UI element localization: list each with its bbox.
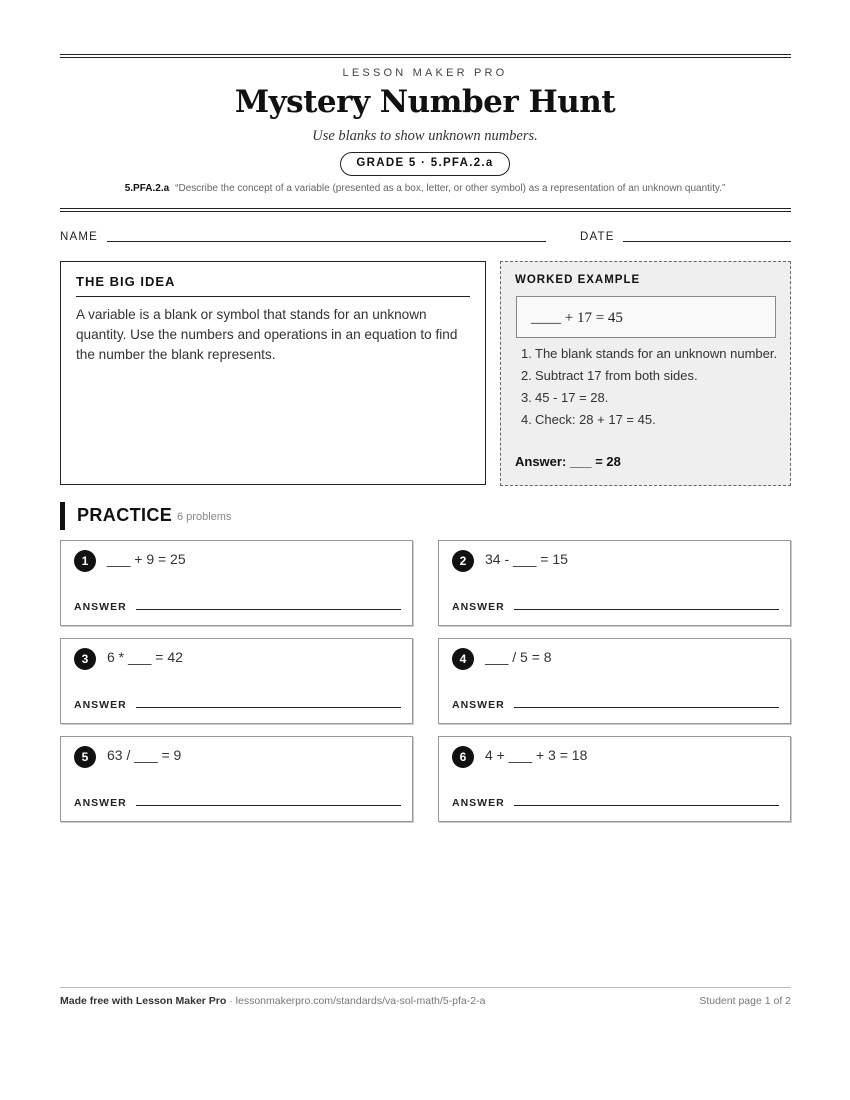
- standard-description: [0, 183, 850, 194]
- big-idea-text: A variable is a blank or symbol that stands for an unknown quantity. Use the numbers and operations in an equation to find the number the blank represents.: [76, 307, 458, 362]
- problem-expression: ___ + 9 = 25: [107, 551, 186, 567]
- problem-card-1: [60, 540, 413, 626]
- problem-number-badge: 3: [74, 648, 96, 670]
- problem-number-badge: 1: [74, 550, 96, 572]
- problem-card-4: [438, 638, 791, 724]
- problem-card-3: [60, 638, 413, 724]
- big-idea-heading: THE BIG IDEA: [76, 274, 470, 297]
- worked-example-steps: [515, 344, 780, 432]
- worked-example-answer: Answer: ___ = 28: [515, 454, 621, 469]
- page-subtitle: Use blanks to show unknown numbers.: [312, 128, 538, 144]
- worked-example-equation: ____ + 17 = 45: [516, 296, 776, 338]
- answer-field[interactable]: [136, 707, 401, 708]
- top-double-rule: [60, 54, 791, 58]
- answer-label: ANSWER: [74, 797, 127, 809]
- grade-badge: GRADE 5 · 5.PFA.2.a: [340, 152, 510, 176]
- name-label: NAME: [60, 231, 99, 243]
- problem-card-5: [60, 736, 413, 822]
- answer-field[interactable]: [136, 609, 401, 610]
- answer-field[interactable]: [514, 805, 779, 806]
- problem-card-2: [438, 540, 791, 626]
- problem-expression: ___ / 5 = 8: [485, 649, 552, 665]
- problem-number-badge: 5: [74, 746, 96, 768]
- worked-step: 4. Check: 28 + 17 = 45.: [521, 412, 656, 427]
- header-bottom-double-rule: [60, 208, 791, 212]
- date-label: DATE: [580, 231, 615, 243]
- footer-rule: [60, 987, 791, 988]
- problem-card-6: [438, 736, 791, 822]
- brand-label: LESSON MAKER PRO: [342, 67, 508, 79]
- page-title: Mystery Number Hunt: [234, 84, 616, 120]
- date-field[interactable]: [623, 241, 791, 242]
- problem-expression: 63 / ___ = 9: [107, 747, 182, 763]
- standard-text: “Describe the concept of a variable (presented as a box, letter, or other symbol) as a representation of an unknown quantity.”: [175, 183, 726, 194]
- answer-field[interactable]: [514, 707, 779, 708]
- worked-step: 1. The blank stands for an unknown number.: [521, 346, 778, 361]
- answer-label: ANSWER: [74, 601, 127, 613]
- problem-expression: 4 + ___ + 3 = 18: [485, 747, 588, 763]
- worked-step: 2. Subtract 17 from both sides.: [521, 368, 698, 383]
- footer-page-number: Student page 1 of 2: [699, 995, 791, 1007]
- answer-label: ANSWER: [452, 797, 505, 809]
- problem-expression: 34 - ___ = 15: [485, 551, 568, 567]
- big-idea-box: [60, 261, 486, 485]
- footer-made-with: Made free with Lesson Maker Pro: [60, 995, 227, 1007]
- worked-example-heading: WORKED EXAMPLE: [515, 274, 641, 286]
- problem-number-badge: 4: [452, 648, 474, 670]
- footer-credit: [60, 995, 485, 1007]
- problem-number-badge: 6: [452, 746, 474, 768]
- problem-expression: 6 * ___ = 42: [107, 649, 183, 665]
- practice-accent-bar: [60, 502, 65, 530]
- answer-label: ANSWER: [74, 699, 127, 711]
- standard-code: 5.PFA.2.a: [124, 183, 170, 194]
- name-field[interactable]: [107, 241, 546, 242]
- answer-label: ANSWER: [452, 699, 505, 711]
- answer-label: ANSWER: [452, 601, 505, 613]
- problem-number-badge: 2: [452, 550, 474, 572]
- answer-field[interactable]: [136, 805, 401, 806]
- practice-count: 6 problems: [177, 511, 232, 523]
- worked-example-box: [500, 261, 791, 486]
- worked-step: 3. 45 - 17 = 28.: [521, 390, 609, 405]
- footer-url[interactable]: · lessonmakerpro.com/standards/va-sol-math/5-pfa-2-a: [226, 995, 486, 1007]
- answer-field[interactable]: [514, 609, 779, 610]
- practice-heading: PRACTICE: [77, 505, 173, 525]
